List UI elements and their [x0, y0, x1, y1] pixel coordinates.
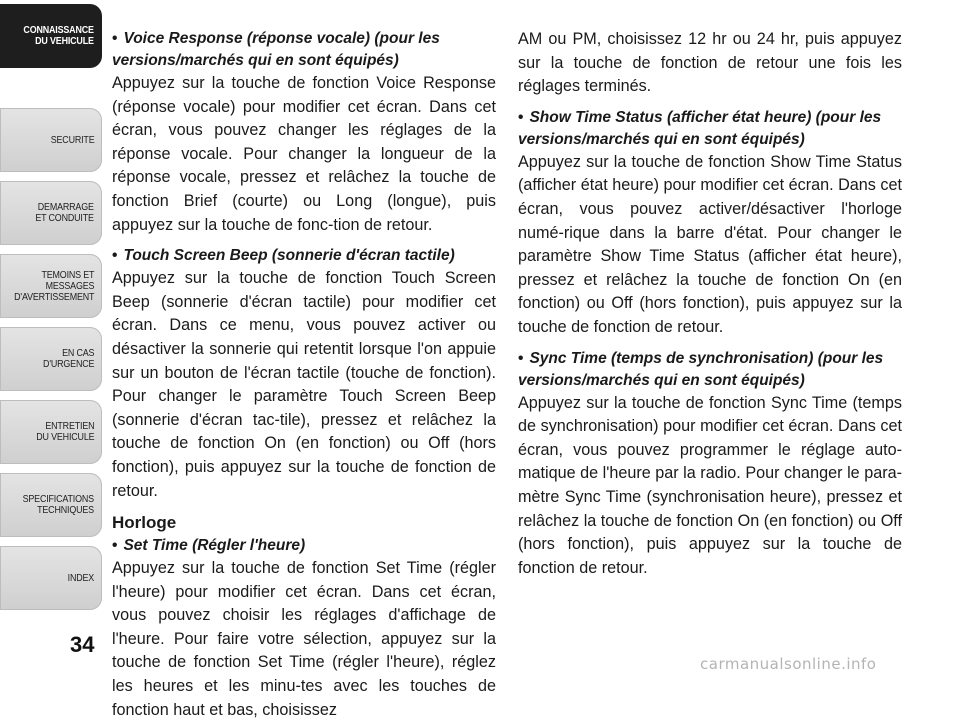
- page-number: 34: [70, 632, 95, 657]
- bullet-icon: •: [112, 247, 118, 265]
- tab-label: EN CAS D'URGENCE: [42, 347, 94, 370]
- bullet-title: Sync Time (temps de synchronisation) (pour les versions/marchés qui en sont équipés): [518, 349, 884, 389]
- watermark: carmanualsonline.info: [700, 655, 877, 673]
- tab-connaissance-du-vehicule[interactable]: [0, 4, 102, 68]
- tab-entretien-du-vehicule[interactable]: [0, 400, 102, 464]
- paragraph-sync-time: Appuyez sur la touche de fonction Sync Time (temps de synchronisation) pour modifier cet écran. Dans cet écran, vous pouvez programmer le réglage auto-matique de l'heure par la radio. Pour changer le para-mètre Sync Time (synchronisation heure), pressez et relâchez la touche de fonction On (en fonction) ou Off (hors fonction), puis appuyez sur la touche de fonction de retour.: [518, 393, 902, 577]
- tab-label: SECURITE: [50, 133, 94, 146]
- bullet-sync-time: [518, 348, 902, 392]
- paragraph-touch-screen-beep: Appuyez sur la touche de fonction Touch Screen Beep (sonnerie d'écran tactile) pour modifier cet écran. Dans ce menu, vous pouvez activer ou désactiver la sonnerie qui retentit lorsque l'on appuie sur un bouton de l'écran tactile (touche de fonction). Pour changer le paramètre Touch Screen Beep (sonnerie d'écran tac-tile), pressez et relâchez la touche de fonction On (en fonction) ou Off (hors fonction), puis appuyez sur la touche de fonction de retour.: [112, 269, 496, 500]
- tab-temoins-et-messages[interactable]: [0, 254, 102, 318]
- tab-label: ENTRETIEN DU VEHICULE: [35, 420, 94, 443]
- tab-securite[interactable]: [0, 108, 102, 172]
- paragraph-set-time: Appuyez sur la touche de fonction Set Time (régler l'heure) pour modifier cet écran. Dans cet écran, vous pouvez choisir les réglages d'affichage de l'heure. Pour faire votre sélection, appuyez sur la touche de fonction Set Time (régler l'heure), réglez les heures et les minu-tes avec les touches de fonction haut et bas, choisissez: [112, 559, 496, 719]
- tab-demarrage-et-conduite[interactable]: [0, 181, 102, 245]
- bullet-icon: •: [518, 349, 524, 367]
- tab-label: CONNAISSANCE DU VEHICULE: [23, 24, 94, 47]
- tab-en-cas-d-urgence[interactable]: [0, 327, 102, 391]
- tab-label: SPECIFICATIONS TECHNIQUES: [22, 493, 94, 516]
- right-column: [518, 28, 902, 586]
- tab-label: INDEX: [67, 571, 94, 584]
- paragraph-show-time-status: Appuyez sur la touche de fonction Show Time Status (afficher état heure) pour modifier cet écran. Dans cet écran, vous pouvez activer/désactiver l'horloge numé-rique dans la barre d'état. Pour changer le paramètre Show Time Status (afficher état heure), pressez et relâchez la touche de fonction On (en fonction) ou Off (hors fonction), puis appuyez sur la touche de fonction de retour.: [518, 152, 902, 336]
- bullet-set-time: [112, 535, 496, 557]
- paragraph-voice-response: Appuyez sur la touche de fonction Voice Response (réponse vocale) pour modifier cet écran. Dans cet écran, vous pouvez changer les réglages de la réponse vocale. Pour changer la longueur de la réponse vocale, pressez et relâchez la touche de fonction Brief (courte) ou Long (longue), puis appuyez sur la touche de fonc-tion de retour.: [112, 74, 496, 234]
- bullet-icon: •: [112, 537, 118, 555]
- section-heading-horloge: Horloge: [112, 513, 177, 533]
- tab-label: DEMARRAGE ET CONDUITE: [35, 201, 94, 224]
- chapter-tabs: [0, 0, 104, 620]
- left-column: [112, 28, 496, 728]
- bullet-title: Touch Screen Beep (sonnerie d'écran tactile): [123, 247, 455, 265]
- bullet-title: Set Time (Régler l'heure): [123, 537, 306, 555]
- bullet-icon: •: [518, 108, 524, 126]
- bullet-voice-response: [112, 28, 496, 72]
- paragraph-set-time-continued: AM ou PM, choisissez 12 hr ou 24 hr, puis appuyez sur la touche de fonction de retour une fois les réglages terminés.: [518, 30, 902, 96]
- tab-label: TEMOINS ET MESSAGES D'AVERTISSEMENT: [13, 268, 94, 303]
- bullet-title: Voice Response (réponse vocale) (pour les versions/marchés qui en sont équipés): [112, 30, 440, 69]
- bullet-title: Show Time Status (afficher état heure) (pour les versions/marchés qui en sont équipés): [518, 108, 882, 148]
- bullet-touch-screen-beep: [112, 245, 496, 267]
- bullet-icon: •: [112, 30, 118, 47]
- bullet-show-time-status: [518, 107, 902, 151]
- tab-index[interactable]: [0, 546, 102, 610]
- tab-specifications-techniques[interactable]: [0, 473, 102, 537]
